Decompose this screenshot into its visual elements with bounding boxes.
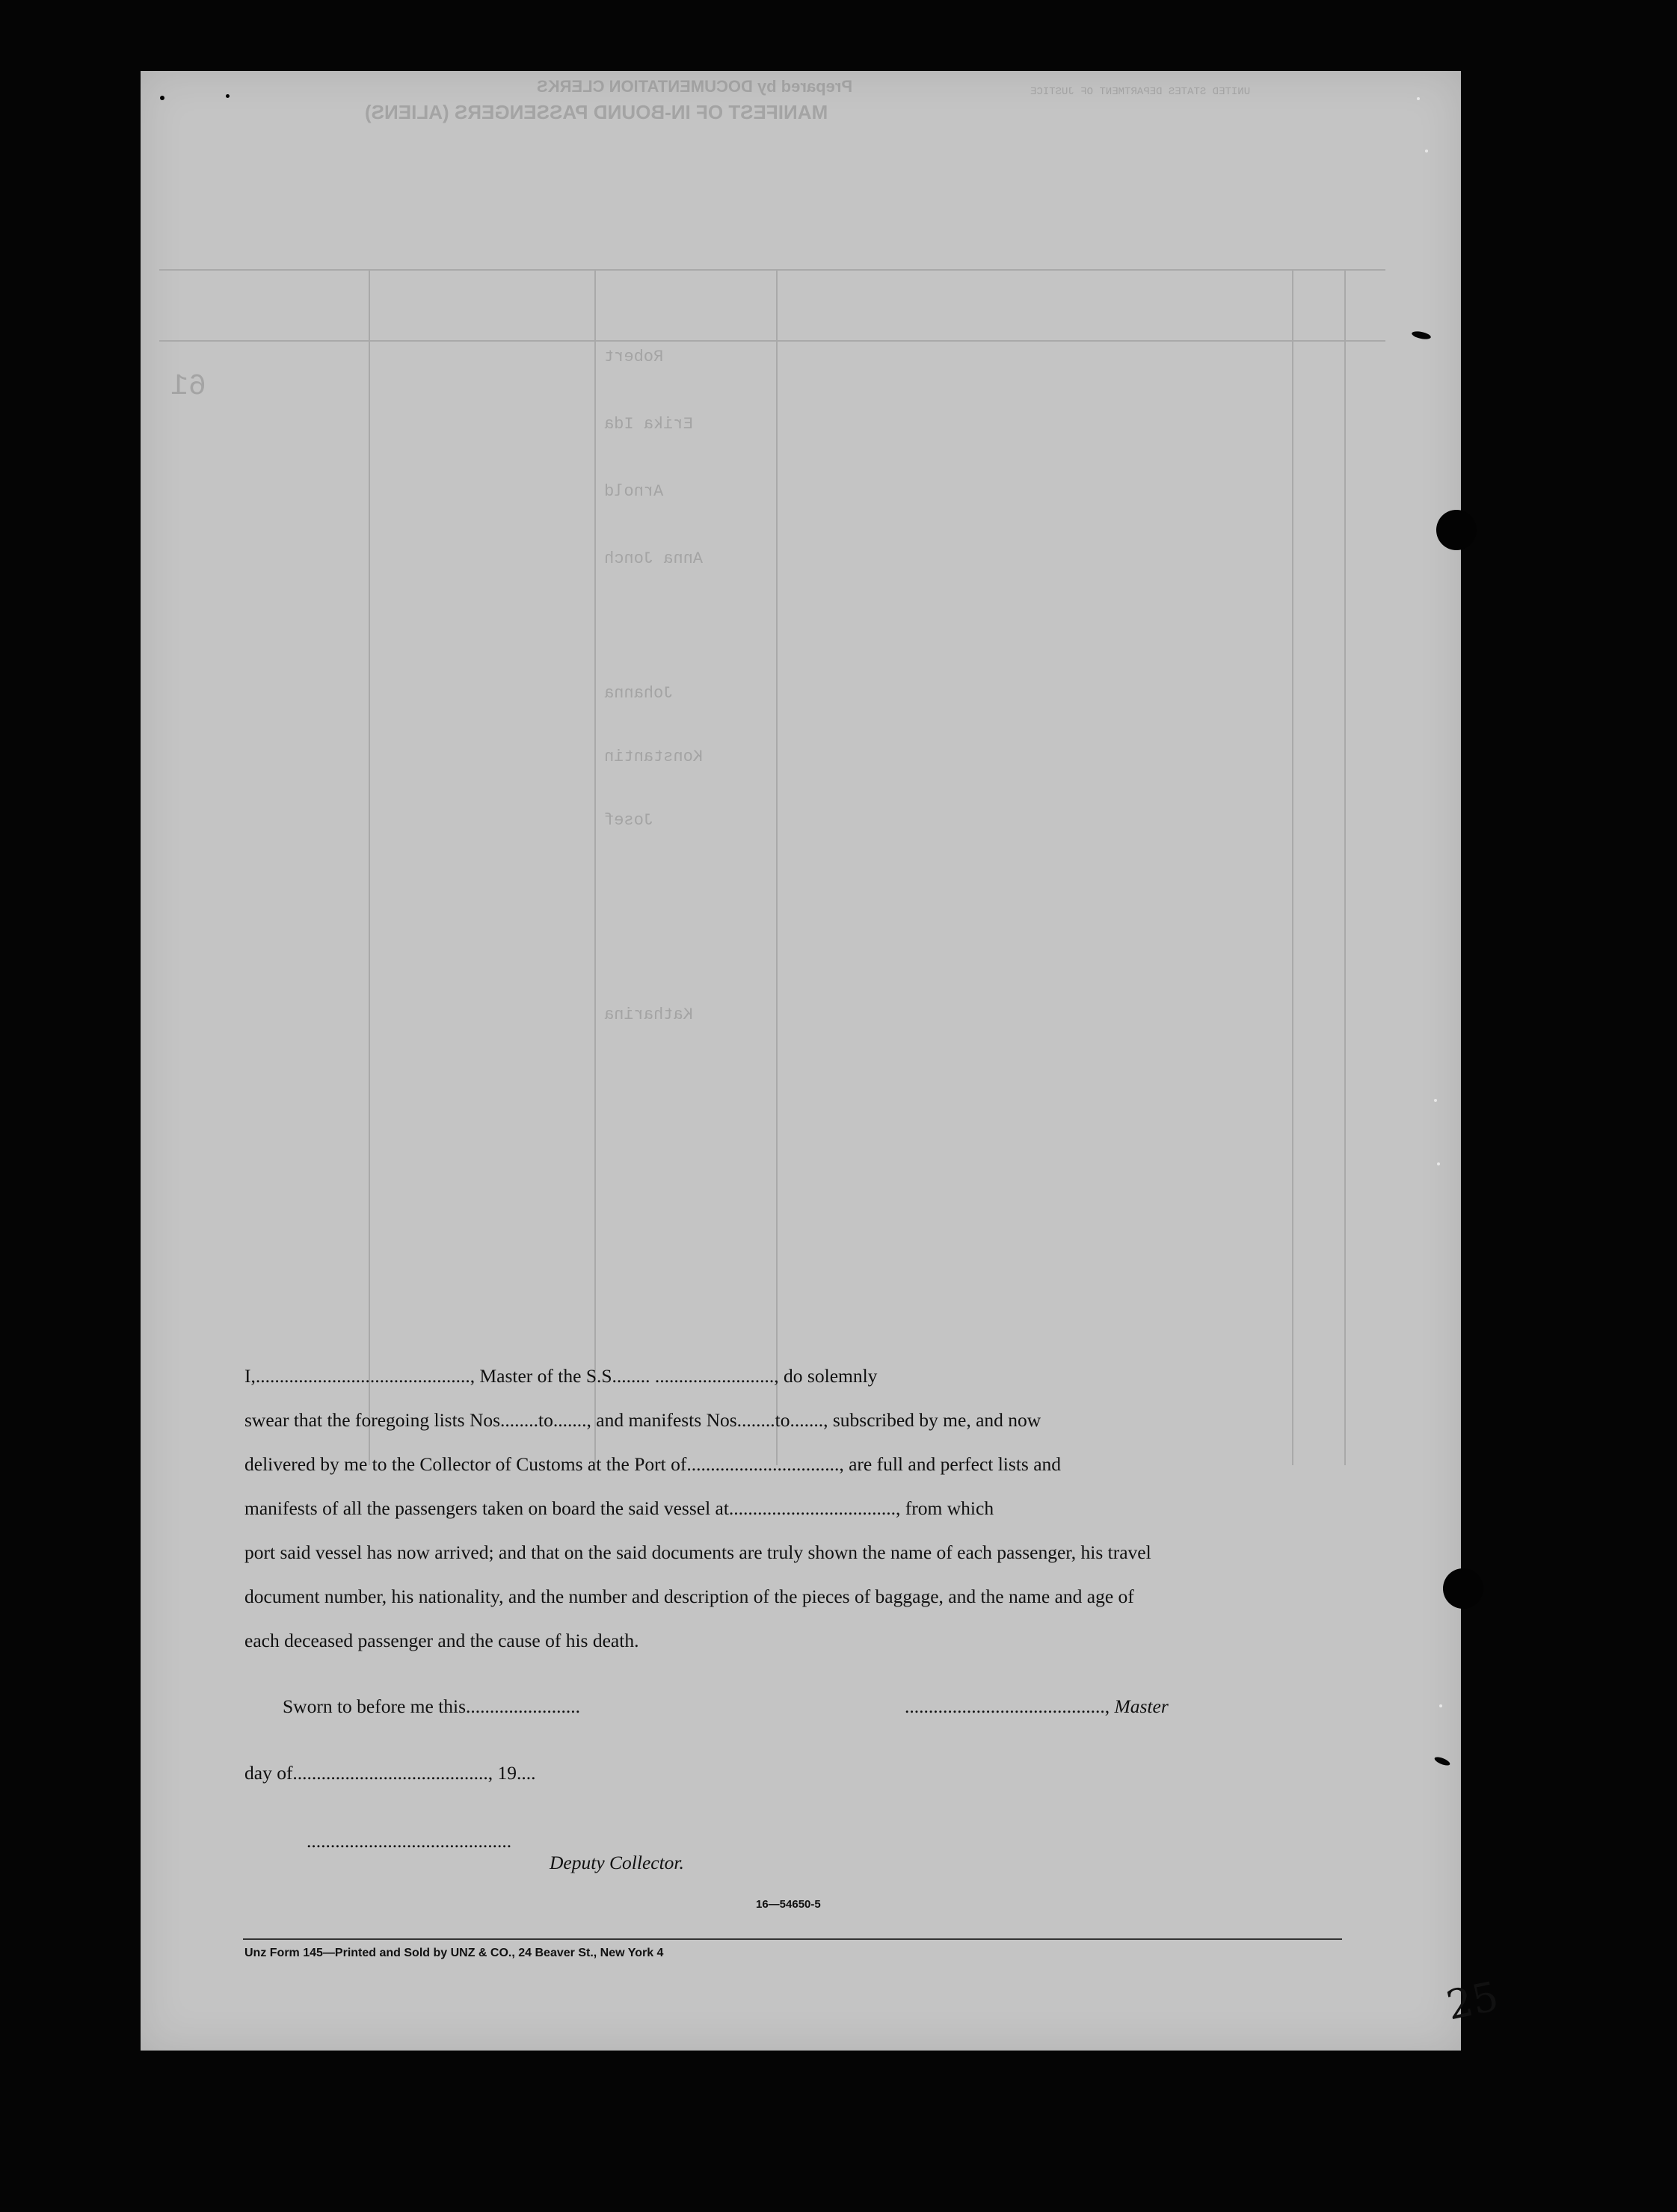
collector-dots: ........................................... bbox=[307, 1830, 512, 1852]
oath-line: I,............................................., Master of the S.S........ ........................., do solemnly bbox=[244, 1365, 878, 1387]
footer-rule bbox=[243, 1938, 1342, 1940]
bleed-through-header: MANIFEST OF IN-BOUND PASSENGERS (ALIENS) bbox=[365, 101, 828, 123]
oath-line: document number, his nationality, and the number and description of the pieces of baggage, and the name and age of bbox=[244, 1586, 1134, 1607]
scan-speck bbox=[160, 96, 164, 100]
bleed-through-header-2: Prepared by DOCUMENTATION CLERKS bbox=[537, 77, 853, 96]
punch-hole bbox=[1436, 510, 1477, 550]
bleed-through-row: Robert bbox=[604, 348, 664, 366]
oath-line: delivered by me to the Collector of Customs at the Port of................................, are full and perfect lists and bbox=[244, 1453, 1062, 1475]
bleed-through-row: Arnold bbox=[604, 482, 664, 501]
master-dots: .........................................., bbox=[905, 1695, 1115, 1717]
day-of-line: day of........................................., 19.... bbox=[244, 1762, 536, 1784]
sworn-before-line: Sworn to before me this........................ bbox=[283, 1695, 581, 1717]
bleed-through-page-number: 61 bbox=[170, 370, 207, 404]
bleed-through-row: Erika Ida bbox=[604, 415, 693, 434]
scan-speck bbox=[1434, 1099, 1437, 1102]
bleed-through-col bbox=[369, 269, 370, 1465]
master-label: Master bbox=[1114, 1695, 1169, 1717]
bleed-through-row: Johanna bbox=[604, 684, 674, 703]
handwritten-page-mark: 25 bbox=[1442, 1972, 1503, 2030]
scan-speck bbox=[226, 94, 230, 98]
bleed-through-col bbox=[1344, 269, 1346, 1465]
deputy-collector-label: Deputy Collector. bbox=[550, 1852, 684, 1873]
bleed-through-row: Anna Jonch bbox=[604, 549, 704, 568]
bleed-through-row: Konstantin bbox=[604, 748, 704, 766]
bleed-through-col bbox=[776, 269, 778, 1465]
bleed-through-row: Katharina bbox=[604, 1005, 693, 1024]
bleed-through-col bbox=[1292, 269, 1293, 1465]
oath-line: manifests of all the passengers taken on board the said vessel at..................................., from which bbox=[244, 1497, 994, 1519]
scan-speck bbox=[1439, 1704, 1442, 1707]
manifest-page bbox=[141, 71, 1461, 2051]
bleed-through-header-3: UNITED STATES DEPARTMENT OF JUSTICE bbox=[1030, 86, 1251, 98]
bleed-through-rule bbox=[159, 340, 1385, 342]
bleed-through-rule bbox=[159, 269, 1385, 271]
printer-credit: Unz Form 145—Printed and Sold by UNZ & CO., 24 Beaver St., New York 4 bbox=[244, 1947, 664, 1959]
form-number: 16—54650-5 bbox=[756, 1898, 821, 1911]
oath-line: swear that the foregoing lists Nos........to......., and manifests Nos........to......., subscribed by me, and now bbox=[244, 1409, 1041, 1431]
oath-line: each deceased passenger and the cause of his death. bbox=[244, 1630, 639, 1651]
oath-line: port said vessel has now arrived; and that on the said documents are truly shown the name of each passenger, his travel bbox=[244, 1541, 1151, 1563]
bleed-through-row: Josef bbox=[604, 811, 654, 830]
master-signature-line bbox=[905, 1695, 1169, 1718]
scan-speck bbox=[1425, 150, 1428, 153]
punch-hole bbox=[1443, 1568, 1483, 1609]
scan-speck bbox=[1437, 1162, 1440, 1165]
bleed-through-col bbox=[594, 269, 596, 1465]
oath-paragraph bbox=[244, 1354, 1342, 1663]
scan-speck bbox=[1417, 97, 1420, 100]
